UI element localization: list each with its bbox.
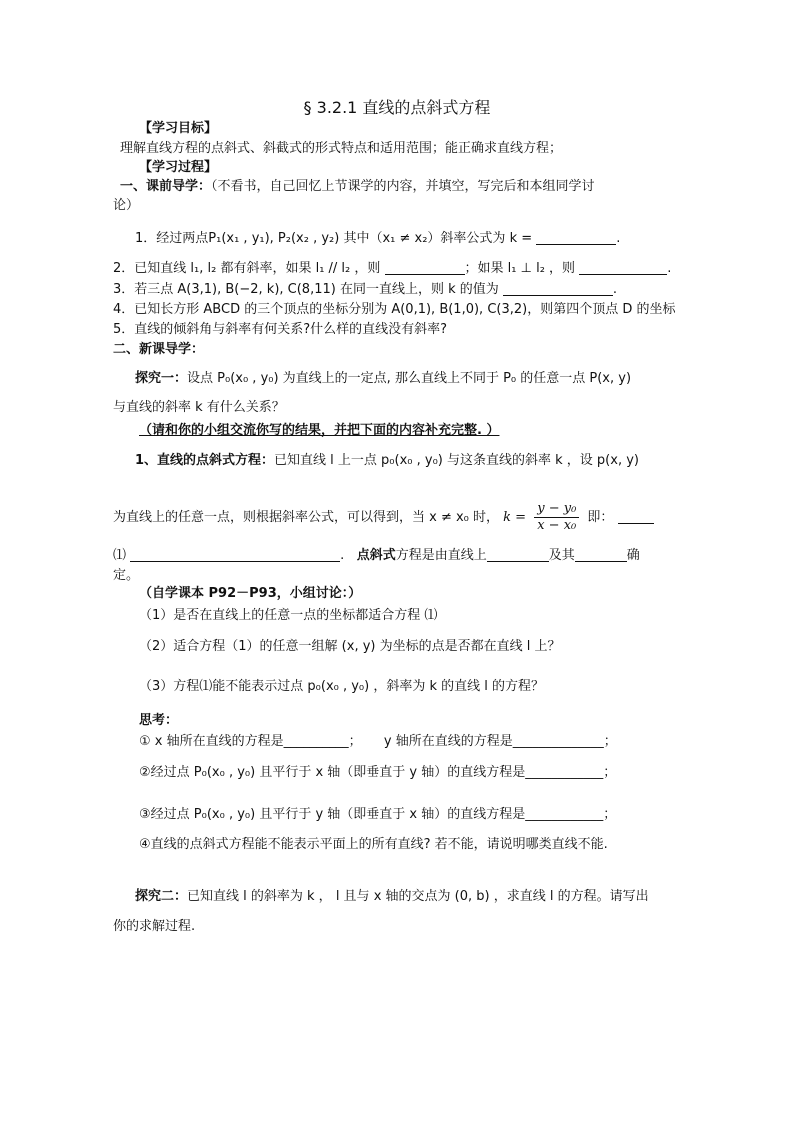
q1-text: 1．经过两点P₁(x₁ , y₁), P₂(x₂ , y₂) 其中（x₁ ≠ x₂）斜率公式为 k = bbox=[135, 231, 533, 246]
section1-intro: （不看书，自己回忆上节课学的内容，并填空，写完后和本组同学讨 bbox=[211, 179, 595, 194]
explore1-text: 设点 P₀(x₀ , y₀) 为直线上的一定点, 那么直线上不同于 P₀ 的任意一点 P(x, y) bbox=[187, 371, 632, 386]
frac-k: k = bbox=[503, 510, 527, 525]
q2-line: 2．已知直线 l₁, l₂ 都有斜率，如果 l₁ // l₂ ，则 ；如果 l₁ ⊥ l₂ ，则 . bbox=[113, 261, 672, 276]
think-4: ④直线的点斜式方程能不能表示平面上的所有直线? 若不能，请说明哪类直线不能. bbox=[139, 837, 608, 852]
think-1b: y 轴所在直线的方程是______________； bbox=[383, 734, 617, 749]
derive-end: 即： bbox=[587, 510, 614, 525]
determined-text-d: 确 bbox=[626, 548, 640, 563]
derive-line bbox=[113, 500, 654, 536]
section2-heading: 二、新课导学： bbox=[113, 342, 205, 357]
discussion-3: （3）方程⑴能不能表示过点 p₀(x₀ , y₀) ，斜率为 k 的直线 l 的方程？ bbox=[139, 679, 545, 694]
think-heading: 思考： bbox=[139, 713, 179, 728]
derive-answer-blank[interactable] bbox=[618, 509, 654, 524]
determined-slope-blank[interactable] bbox=[575, 547, 627, 562]
determined-point-blank[interactable] bbox=[487, 547, 549, 562]
goal-heading: 【学习目标】 bbox=[139, 121, 218, 136]
q3-line: 3．若三点 A(3,1), B(−2, k), C(8,11) 在同一直线上，则 k 的值为 . bbox=[113, 282, 618, 297]
q2-text-a: 2．已知直线 l₁, l₂ 都有斜率，如果 l₁ // l₂ ，则 bbox=[113, 261, 381, 276]
point-slope-line bbox=[135, 452, 639, 470]
equation-mark: ⑴ bbox=[113, 548, 127, 563]
determined-text-c: 及其 bbox=[548, 548, 575, 563]
explore2-text: 已知直线 l 的斜率为 k ， l 且与 x 轴的交点为 (0, b) ，求直线 l 的方程。请写出 bbox=[187, 889, 649, 904]
point-slope-label: 1、直线的点斜式方程： bbox=[135, 453, 275, 468]
section1-intro-line bbox=[120, 178, 595, 196]
q2-parallel-blank[interactable] bbox=[385, 260, 465, 275]
page-title: § 3.2.1 直线的点斜式方程 bbox=[303, 98, 491, 117]
derive-text: 为直线上的任意一点，则根据斜率公式，可以得到，当 x ≠ x₀ 时， bbox=[113, 510, 500, 525]
process-heading: 【学习过程】 bbox=[139, 160, 218, 175]
q1-answer-blank[interactable] bbox=[536, 230, 616, 245]
determined-cont: 定。 bbox=[113, 568, 140, 583]
point-slope-term: 点斜式 bbox=[356, 548, 396, 563]
determined-text-b: 方程是由直线上 bbox=[395, 548, 487, 563]
q1-line: 1．经过两点P₁(x₁ , y₁), P₂(x₂ , y₂) 其中（x₁ ≠ x₂）斜率公式为 k = . bbox=[135, 231, 621, 246]
q3-text: 3．若三点 A(3,1), B(−2, k), C(8,11) 在同一直线上，则 k 的值为 bbox=[113, 282, 499, 297]
slope-fraction-denominator: x − x₀ bbox=[537, 518, 577, 533]
slope-fraction bbox=[534, 501, 579, 534]
section1-heading: 一、课前导学： bbox=[120, 179, 212, 194]
q4-text: 4．已知长方形 ABCD 的三个顶点的坐标分别为 A(0,1), B(1,0), C(3,2)，则第四个顶点 D 的坐标 bbox=[113, 302, 676, 317]
explore2-cont: 你的求解过程. bbox=[113, 919, 196, 934]
think-1-line bbox=[139, 733, 617, 751]
goal-text: 理解直线方程的点斜式、斜截式的形式特点和适用范围；能正确求直线方程； bbox=[120, 141, 563, 156]
q2-text-b: ；如果 l₁ ⊥ l₂ ，则 bbox=[464, 261, 576, 276]
q2-perpendicular-blank[interactable] bbox=[579, 260, 667, 275]
think-2: ②经过点 P₀(x₀ , y₀) 且平行于 x 轴（即垂直于 y 轴）的直线方程是____________； bbox=[139, 765, 617, 780]
explore1-line bbox=[135, 370, 631, 388]
self-study-note: （自学课本 P92－P93，小组讨论：） bbox=[139, 586, 362, 601]
discussion-2: （2）适合方程（1）的任意一组解 (x, y) 为坐标的点是否都在直线 l 上？ bbox=[139, 639, 561, 654]
explore2-label: 探究二： bbox=[135, 889, 188, 904]
section1-intro-cont: 论） bbox=[113, 198, 140, 213]
group-note: （请和你的小组交流你写的结果，并把下面的内容补充完整. ） bbox=[139, 423, 500, 438]
point-slope-text: 已知直线 l 上一点 p₀(x₀ , y₀) 与这条直线的斜率 k ，设 p(x, y) bbox=[274, 453, 639, 468]
slope-fraction-numerator: y − y₀ bbox=[534, 501, 579, 518]
think-3: ③经过点 P₀(x₀ , y₀) 且平行于 y 轴（即垂直于 x 轴）的直线方程是____________； bbox=[139, 807, 617, 822]
discussion-1: （1）是否在直线上的任意一点的坐标都适合方程 ⑴ bbox=[139, 608, 438, 623]
explore1-cont: 与直线的斜率 k 有什么关系？ bbox=[113, 400, 285, 415]
explore1-label: 探究一： bbox=[135, 371, 188, 386]
q5-text: 5．直线的倾斜角与斜率有何关系?什么样的直线没有斜率? bbox=[113, 322, 448, 337]
q3-answer-blank[interactable] bbox=[503, 281, 613, 296]
equation-answer-blank[interactable] bbox=[130, 547, 340, 562]
equation-line: ⑴ . 点斜式方程是由直线上 及其 确 bbox=[113, 548, 640, 563]
explore2-line bbox=[135, 888, 649, 906]
think-1a: ① x 轴所在直线的方程是__________； bbox=[139, 734, 362, 749]
